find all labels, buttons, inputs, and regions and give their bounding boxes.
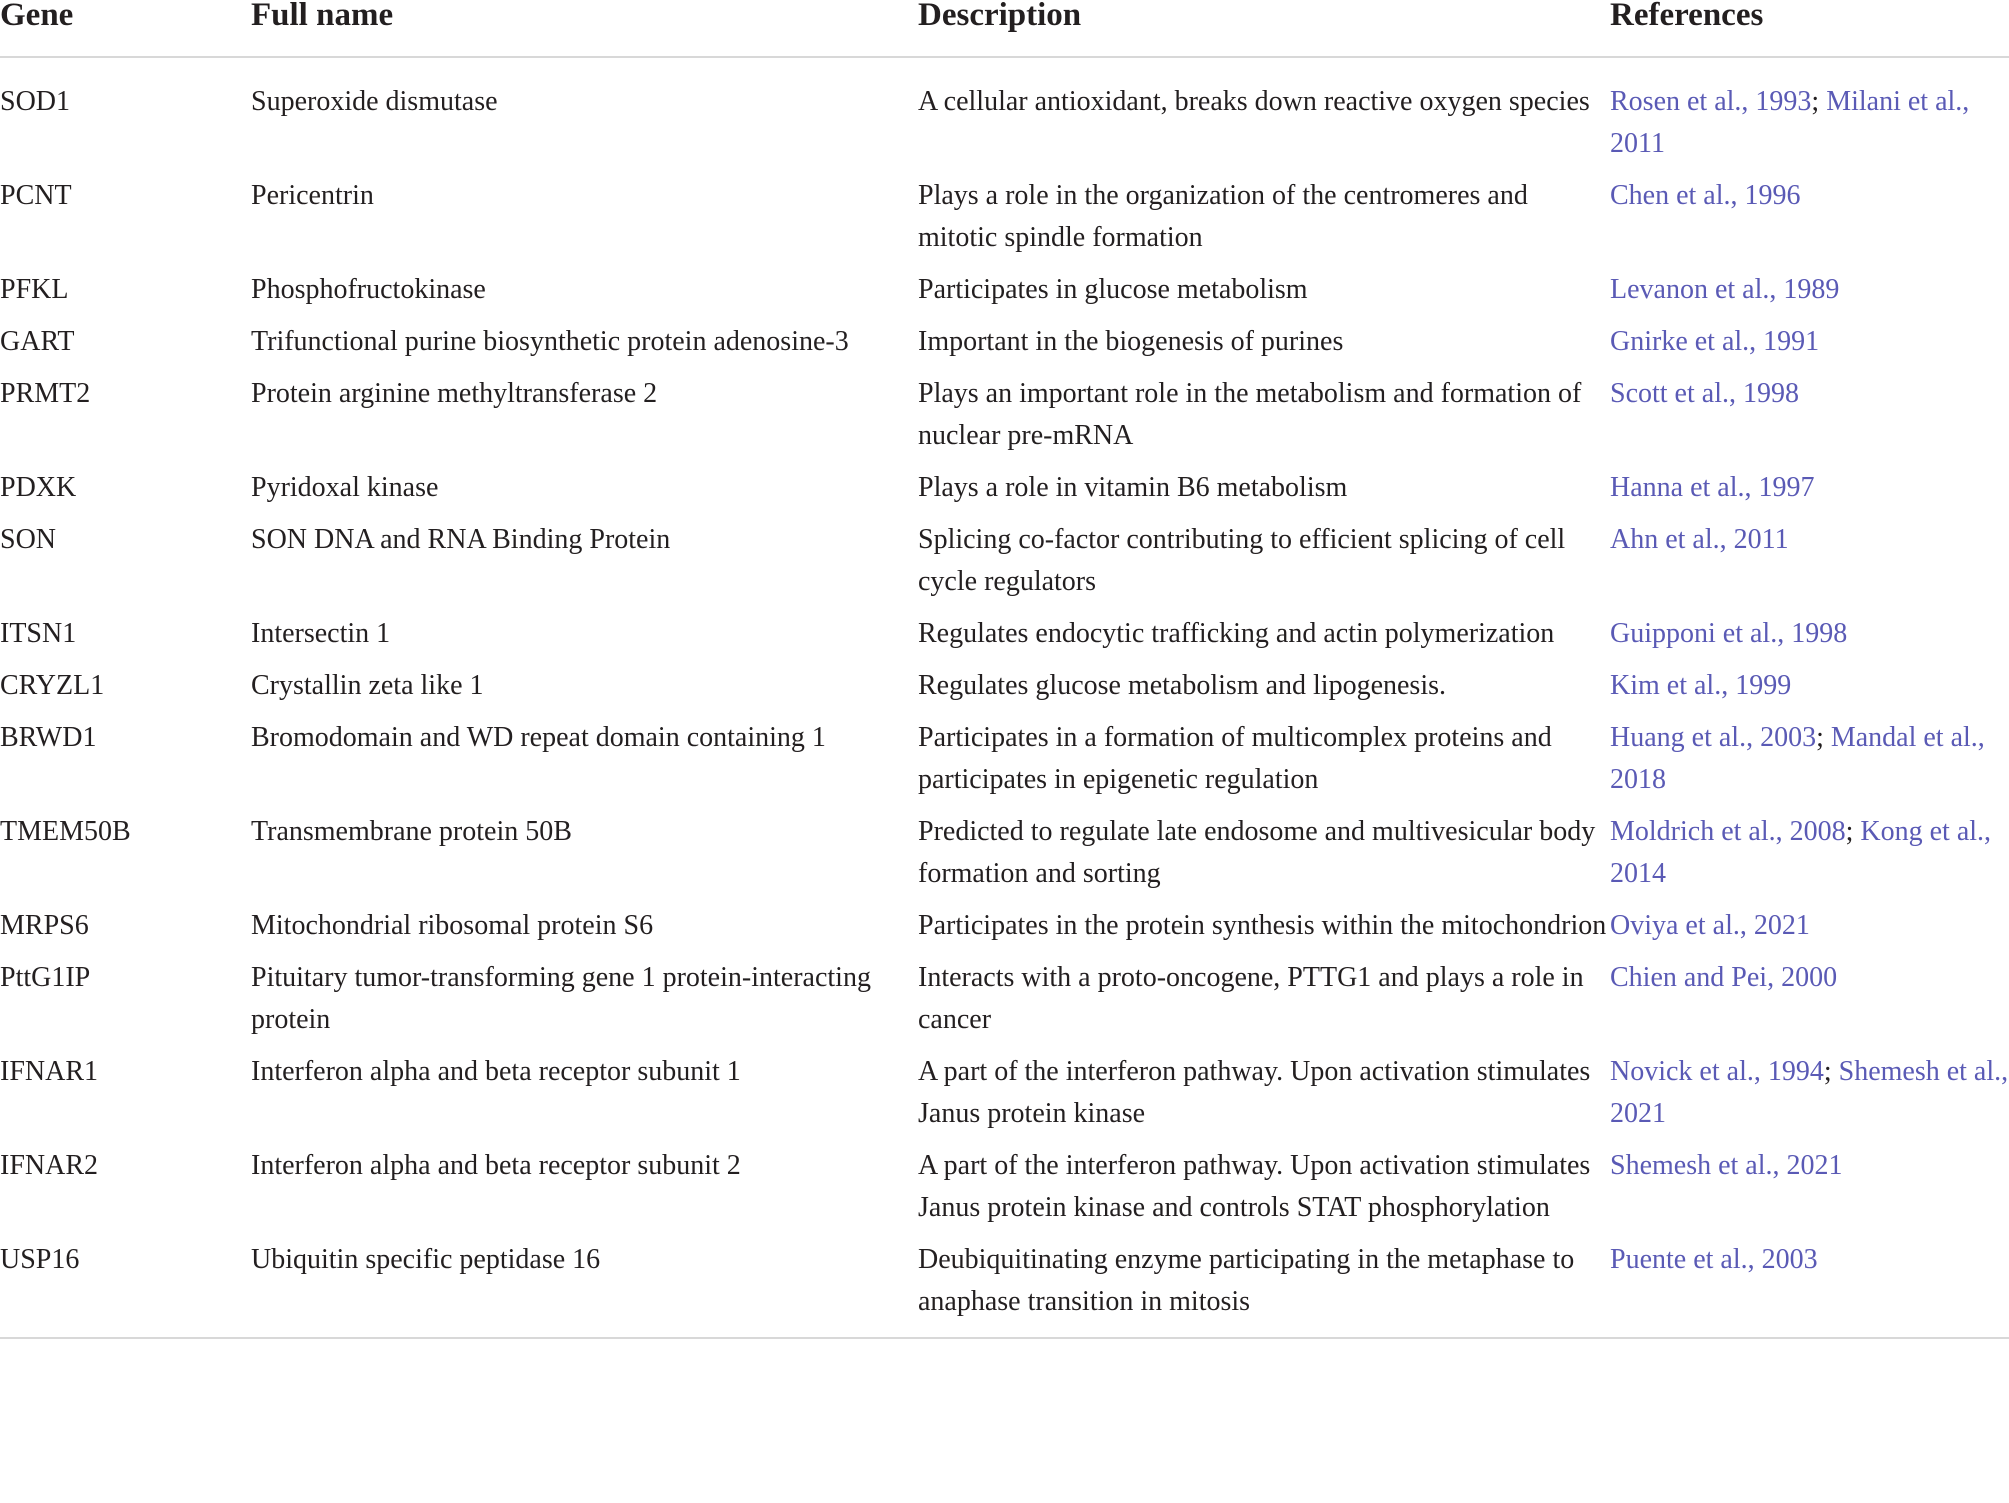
reference-link[interactable]: Rosen et al., 1993 <box>1610 86 1812 117</box>
references-list <box>1610 665 2009 707</box>
full-name-cell-text: Ubiquitin specific peptidase 16 <box>251 1244 601 1275</box>
description-cell-text: Participates in the protein synthesis within the mitochondrion <box>918 910 1607 941</box>
gene-cell <box>0 57 251 175</box>
references-cell <box>1610 467 2009 519</box>
full-name-cell <box>251 57 918 175</box>
references-cell <box>1610 519 2009 613</box>
description-cell <box>918 613 1610 665</box>
table-row <box>0 613 2009 665</box>
full-name-cell <box>251 467 918 519</box>
description-cell-text: Plays a role in vitamin B6 metabolism <box>918 472 1348 503</box>
reference-link[interactable]: Kim et al., 1999 <box>1610 670 1792 701</box>
reference-link[interactable]: Moldrich et al., 2008 <box>1610 816 1846 847</box>
references-cell <box>1610 905 2009 957</box>
full-name-cell-text: Pyridoxal kinase <box>251 472 439 503</box>
references-cell <box>1610 373 2009 467</box>
gene-cell <box>0 1051 251 1145</box>
description-cell-text: Interacts with a proto-oncogene, PTTG1 and plays a role in cancer <box>918 962 1584 1035</box>
references-cell <box>1610 1145 2009 1239</box>
references-list <box>1610 467 2009 509</box>
description-cell <box>918 1145 1610 1239</box>
references-list <box>1610 519 2009 561</box>
table-row <box>0 519 2009 613</box>
table-row <box>0 665 2009 717</box>
table-row <box>0 1145 2009 1239</box>
references-cell <box>1610 613 2009 665</box>
references-list <box>1610 1239 2009 1281</box>
full-name-cell-text: Interferon alpha and beta receptor subunit 1 <box>251 1056 741 1087</box>
reference-link[interactable]: Guipponi et al., 1998 <box>1610 618 1848 649</box>
references-list <box>1610 81 2009 165</box>
references-list <box>1610 269 2009 311</box>
description-cell <box>918 57 1610 175</box>
gene-cell-text: MRPS6 <box>0 910 89 941</box>
description-cell <box>918 1051 1610 1145</box>
header-references: References <box>1610 0 2009 57</box>
reference-link[interactable]: Hanna et al., 1997 <box>1610 472 1815 503</box>
references-cell <box>1610 1051 2009 1145</box>
full-name-cell <box>251 717 918 811</box>
full-name-cell-text: Phosphofructokinase <box>251 274 486 305</box>
full-name-cell <box>251 175 918 269</box>
description-cell-text: A cellular antioxidant, breaks down reactive oxygen species <box>918 86 1590 117</box>
gene-cell-text: SOD1 <box>0 86 71 117</box>
reference-link[interactable]: Gnirke et al., 1991 <box>1610 326 1820 357</box>
description-cell <box>918 957 1610 1051</box>
description-cell-text: Splicing co-factor contributing to efficient splicing of cell cycle regulators <box>918 524 1566 597</box>
table-row <box>0 373 2009 467</box>
references-cell <box>1610 57 2009 175</box>
table-row <box>0 717 2009 811</box>
references-list <box>1610 175 2009 217</box>
full-name-cell <box>251 269 918 321</box>
description-cell <box>918 1239 1610 1338</box>
description-cell-text: Participates in a formation of multicomplex proteins and participates in epigenetic regulation <box>918 722 1552 795</box>
full-name-cell <box>251 905 918 957</box>
reference-link[interactable]: Chen et al., 1996 <box>1610 180 1801 211</box>
references-list <box>1610 1051 2009 1135</box>
description-cell-text: Predicted to regulate late endosome and multivesicular body formation and sorting <box>918 816 1596 889</box>
gene-cell-text: TMEM50B <box>0 816 131 847</box>
full-name-cell <box>251 1051 918 1145</box>
gene-cell <box>0 1145 251 1239</box>
full-name-cell-text: Trifunctional purine biosynthetic protein adenosine-3 <box>251 326 849 357</box>
description-cell-text: Deubiquitinating enzyme participating in the metaphase to anaphase transition in mitosis <box>918 1244 1575 1317</box>
references-cell <box>1610 269 2009 321</box>
reference-link[interactable]: Scott et al., 1998 <box>1610 378 1799 409</box>
description-cell-text: Participates in glucose metabolism <box>918 274 1308 305</box>
gene-cell-text: PCNT <box>0 180 72 211</box>
full-name-cell-text: Transmembrane protein 50B <box>251 816 572 847</box>
gene-cell-text: ITSN1 <box>0 618 77 649</box>
references-cell <box>1610 1239 2009 1338</box>
gene-cell <box>0 717 251 811</box>
description-cell-text: Regulates glucose metabolism and lipogenesis. <box>918 670 1447 701</box>
references-cell <box>1610 665 2009 717</box>
references-list <box>1610 957 2009 999</box>
references-list <box>1610 321 2009 363</box>
reference-separator: ; <box>1823 1056 1839 1087</box>
gene-cell-text: IFNAR1 <box>0 1056 99 1087</box>
reference-separator: ; <box>1811 86 1827 117</box>
full-name-cell <box>251 811 918 905</box>
table-row <box>0 269 2009 321</box>
full-name-cell <box>251 665 918 717</box>
table-row <box>0 1051 2009 1145</box>
full-name-cell <box>251 321 918 373</box>
reference-link[interactable]: Huang et al., 2003 <box>1610 722 1817 753</box>
full-name-cell-text: Pericentrin <box>251 180 374 211</box>
gene-cell-text: PttG1IP <box>0 962 91 993</box>
gene-cell <box>0 957 251 1051</box>
references-list <box>1610 717 2009 801</box>
reference-link[interactable]: Shemesh et al., 2021 <box>1610 1056 2009 1129</box>
full-name-cell <box>251 519 918 613</box>
gene-cell <box>0 467 251 519</box>
reference-link[interactable]: Novick et al., 1994 <box>1610 1056 1824 1087</box>
gene-cell <box>0 1239 251 1338</box>
gene-cell <box>0 321 251 373</box>
references-cell <box>1610 321 2009 373</box>
header-gene: Gene <box>0 0 251 57</box>
references-list <box>1610 613 2009 655</box>
reference-link[interactable]: Kong et al., 2014 <box>1610 816 1992 889</box>
gene-cell-text: PDXK <box>0 472 77 503</box>
table-row <box>0 1239 2009 1338</box>
reference-link[interactable]: Milani et al., 2011 <box>1610 86 1970 159</box>
gene-cell-text: CRYZL1 <box>0 670 105 701</box>
references-list <box>1610 811 2009 895</box>
description-cell-text: A part of the interferon pathway. Upon activation stimulates Janus protein kinase and controls STAT phosphorylation <box>918 1150 1591 1223</box>
gene-cell-text: SON <box>0 524 57 555</box>
reference-link[interactable]: Ahn et al., 2011 <box>1610 524 1789 555</box>
full-name-cell-text: Intersectin 1 <box>251 618 391 649</box>
full-name-cell <box>251 1239 918 1338</box>
gene-cell <box>0 905 251 957</box>
references-cell <box>1610 811 2009 905</box>
gene-cell-text: PFKL <box>0 274 69 305</box>
full-name-cell-text: SON DNA and RNA Binding Protein <box>251 524 671 555</box>
description-cell <box>918 717 1610 811</box>
reference-link[interactable]: Mandal et al., 2018 <box>1610 722 1985 795</box>
table-row <box>0 811 2009 905</box>
table-body <box>0 57 2009 1338</box>
references-list <box>1610 1145 2009 1187</box>
reference-separator: ; <box>1845 816 1861 847</box>
reference-link[interactable]: Puente et al., 2003 <box>1610 1244 1818 1275</box>
references-cell <box>1610 717 2009 811</box>
table-row <box>0 57 2009 175</box>
reference-link[interactable]: Oviya et al., 2021 <box>1610 910 1810 941</box>
description-cell-text: Important in the biogenesis of purines <box>918 326 1344 357</box>
gene-cell-text: PRMT2 <box>0 378 91 409</box>
gene-cell <box>0 175 251 269</box>
table-row <box>0 905 2009 957</box>
full-name-cell-text: Superoxide dismutase <box>251 86 498 117</box>
gene-cell <box>0 811 251 905</box>
description-cell-text: Plays a role in the organization of the centromeres and mitotic spindle formation <box>918 180 1528 253</box>
gene-cell <box>0 519 251 613</box>
description-cell <box>918 321 1610 373</box>
gene-cell-text: IFNAR2 <box>0 1150 99 1181</box>
full-name-cell <box>251 373 918 467</box>
reference-link[interactable]: Chien and Pei, 2000 <box>1610 962 1838 993</box>
header-description: Description <box>918 0 1610 57</box>
full-name-cell-text: Bromodomain and WD repeat domain containing 1 <box>251 722 826 753</box>
gene-cell <box>0 613 251 665</box>
full-name-cell <box>251 957 918 1051</box>
gene-cell-text: GART <box>0 326 75 357</box>
gene-cell-text: BRWD1 <box>0 722 97 753</box>
table-row <box>0 321 2009 373</box>
table-row <box>0 175 2009 269</box>
full-name-cell <box>251 1145 918 1239</box>
description-cell <box>918 811 1610 905</box>
references-cell <box>1610 957 2009 1051</box>
full-name-cell-text: Protein arginine methyltransferase 2 <box>251 378 658 409</box>
full-name-cell-text: Mitochondrial ribosomal protein S6 <box>251 910 654 941</box>
reference-link[interactable]: Shemesh et al., 2021 <box>1610 1150 1843 1181</box>
full-name-cell-text: Interferon alpha and beta receptor subunit 2 <box>251 1150 741 1181</box>
full-name-cell-text: Pituitary tumor-transforming gene 1 protein-interacting protein <box>251 962 871 1035</box>
description-cell <box>918 467 1610 519</box>
references-cell <box>1610 175 2009 269</box>
table-row <box>0 467 2009 519</box>
reference-link[interactable]: Levanon et al., 1989 <box>1610 274 1840 305</box>
header-full-name: Full name <box>251 0 918 57</box>
description-cell <box>918 519 1610 613</box>
full-name-cell <box>251 613 918 665</box>
description-cell-text: Plays an important role in the metabolism and formation of nuclear pre-mRNA <box>918 378 1582 451</box>
gene-cell <box>0 269 251 321</box>
table-header <box>0 0 2009 57</box>
gene-cell <box>0 373 251 467</box>
references-list <box>1610 905 2009 947</box>
references-list <box>1610 373 2009 415</box>
full-name-cell-text: Crystallin zeta like 1 <box>251 670 484 701</box>
description-cell <box>918 175 1610 269</box>
description-cell <box>918 269 1610 321</box>
header-row <box>0 0 2009 57</box>
description-cell-text: Regulates endocytic trafficking and actin polymerization <box>918 618 1555 649</box>
description-cell <box>918 665 1610 717</box>
table-row <box>0 957 2009 1051</box>
gene-cell-text: USP16 <box>0 1244 80 1275</box>
reference-separator: ; <box>1816 722 1831 753</box>
gene-cell <box>0 665 251 717</box>
description-cell <box>918 373 1610 467</box>
description-cell-text: A part of the interferon pathway. Upon activation stimulates Janus protein kinase <box>918 1056 1591 1129</box>
description-cell <box>918 905 1610 957</box>
